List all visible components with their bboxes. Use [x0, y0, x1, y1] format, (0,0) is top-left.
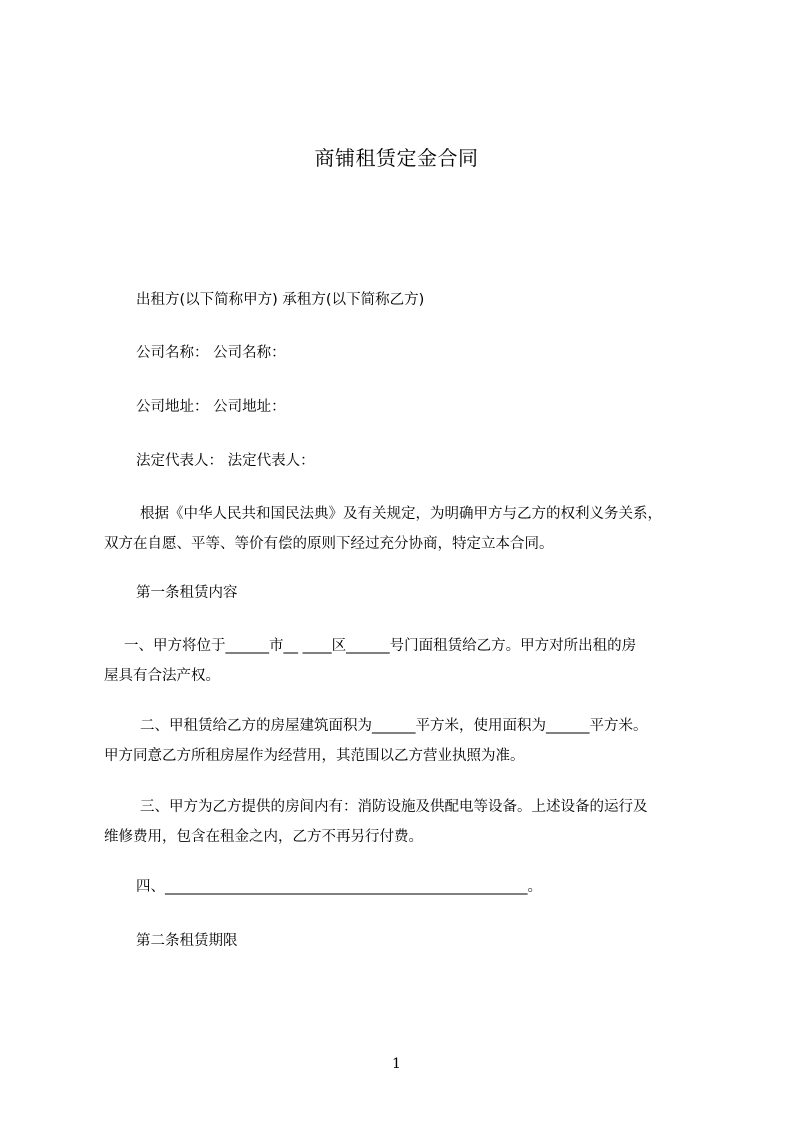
clause-2-line-1: 二、甲租赁给乙方的房屋建筑面积为______平方米，使用面积为______平方米。 — [140, 718, 648, 734]
preamble-line-1: 根据《中华人民共和国民法典》及有关规定，为明确甲方与乙方的权利义务关系， — [140, 506, 662, 522]
parties-line: 出租方(以下简称甲方) 承租方(以下简称乙方) — [136, 292, 425, 308]
company-address-line: 公司地址： 公司地址： — [136, 399, 286, 415]
clause-1-line-2: 屋具有合法产权。 — [104, 668, 220, 684]
clause-2-paragraph — [104, 711, 710, 771]
clause-1-paragraph — [104, 631, 710, 691]
clause-3-line-1: 三、甲方为乙方提供的房间内有：消防设施及供配电等设备。上述设备的运行及 — [140, 799, 648, 815]
preamble-line-2: 双方在自愿、平等、等价有偿的原则下经过充分协商，特定立本合同。 — [104, 536, 554, 552]
preamble-paragraph — [104, 499, 710, 559]
clause-3-line-2: 维修费用，包含在租金之内，乙方不再另行付费。 — [104, 829, 423, 845]
company-name-line: 公司名称： 公司名称： — [136, 345, 286, 361]
clause-2-line-2: 甲方同意乙方所租房屋作为经营用，其范围以乙方营业执照为准。 — [104, 748, 525, 764]
article-2-heading: 第二条租赁期限 — [136, 933, 238, 949]
article-1-heading: 第一条租赁内容 — [136, 585, 238, 601]
clause-3-paragraph — [104, 792, 710, 852]
clause-4-line: 四、__________________________________________________。 — [136, 879, 542, 895]
document-title: 商铺租赁定金合同 — [314, 146, 479, 170]
page-number: 1 — [392, 1056, 401, 1072]
legal-representative-line: 法定代表人： 法定代表人： — [136, 453, 315, 469]
clause-1-line-1: 一、甲方将位于______市__ ____区______号门面租赁给乙方。甲方对所出租的房 — [124, 638, 637, 654]
